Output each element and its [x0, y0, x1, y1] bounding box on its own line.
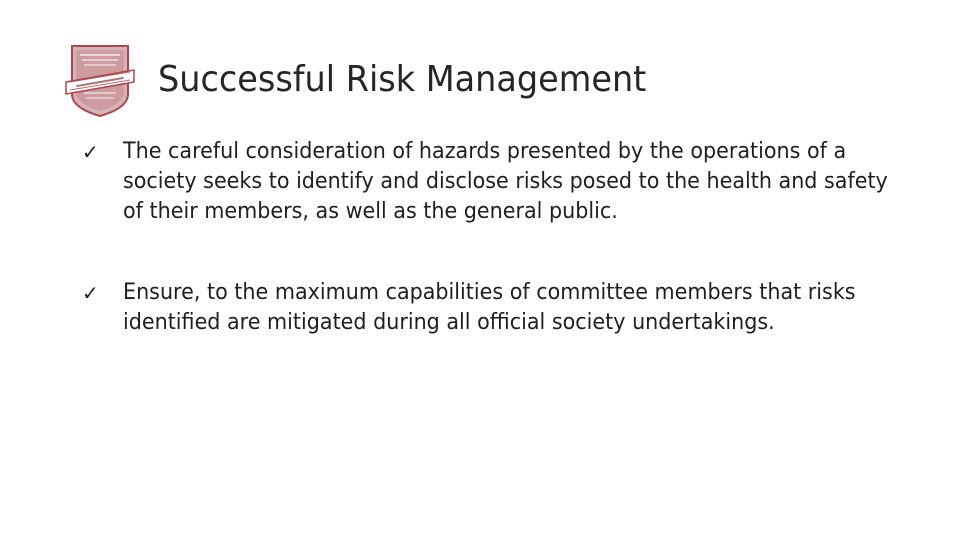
society-shield-crest-icon [62, 42, 138, 118]
bullet-text: The careful consideration of hazards presented by the operations of a society seeks to identify and disclose risks posed to the health and safety of their members, as well as the general public. [123, 139, 888, 224]
bullet-item [82, 137, 922, 229]
slide-title: Successful Risk Management [158, 59, 647, 100]
checkmark-icon: ✓ [82, 140, 99, 164]
checkmark-icon: ✓ [82, 281, 99, 305]
bullet-text: Ensure, to the maximum capabilities of committee members that risks identified are mitigated during all official society undertakings. [123, 280, 856, 335]
bullet-item [82, 278, 922, 340]
